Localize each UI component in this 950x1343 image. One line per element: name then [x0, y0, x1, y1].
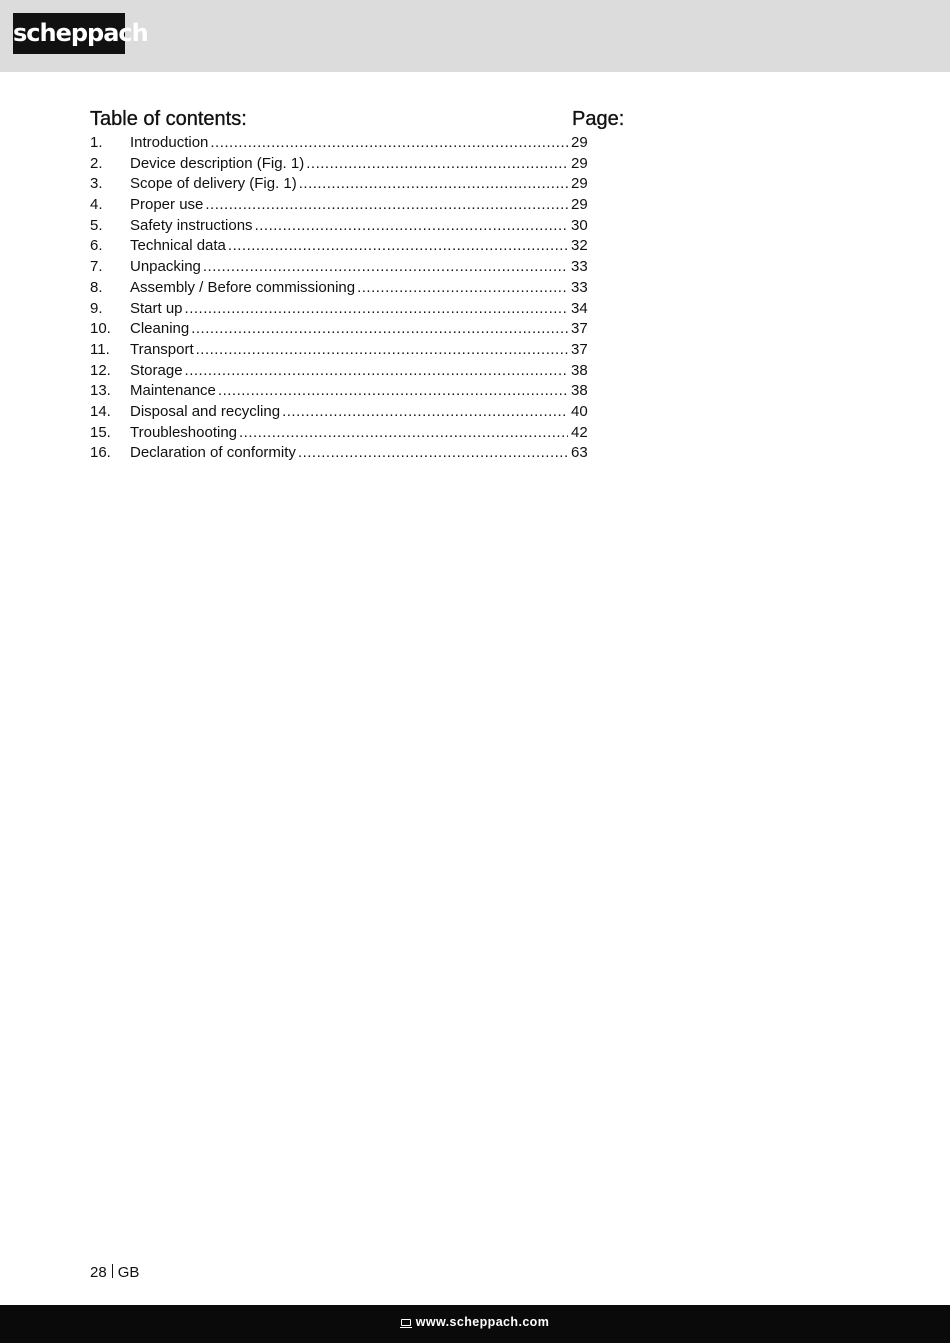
toc-entry-number: 3.: [90, 175, 103, 193]
toc-entry-number: 6.: [90, 237, 103, 255]
toc-entry-page: 40: [571, 402, 588, 420]
toc-entry-label: Storage: [130, 361, 183, 379]
toc-entry[interactable]: [90, 278, 590, 299]
toc-title: Table of contents:: [90, 108, 247, 130]
toc-entry-number: 2.: [90, 154, 103, 172]
toc-entry-page: 38: [571, 361, 588, 379]
toc-entry-number: 14.: [90, 402, 111, 420]
toc-entry-label: Troubleshooting: [130, 423, 238, 441]
toc-dot-leader: [196, 340, 568, 361]
toc-entry[interactable]: [90, 174, 590, 195]
toc-page-heading: Page:: [572, 108, 625, 130]
toc-entry-label: Assembly / Before commissioning: [130, 278, 356, 296]
toc-entry-number: 15.: [90, 423, 111, 441]
toc-entry-page: 37: [571, 340, 588, 358]
laptop-icon: [401, 1319, 411, 1326]
toc-dot-leader: [299, 174, 568, 195]
toc-entry[interactable]: [90, 154, 590, 175]
toc-entry-label: Safety instructions: [130, 216, 253, 234]
toc-entry[interactable]: [90, 381, 590, 402]
toc-dot-leader: [191, 319, 568, 340]
toc-entry-page: 34: [571, 299, 588, 317]
page-footer: [90, 1263, 139, 1283]
toc-entry-label: Proper use: [130, 196, 204, 214]
language-code: GB: [117, 1264, 140, 1281]
toc-entry[interactable]: [90, 361, 590, 382]
scheppach-logo: scheppach: [13, 13, 125, 54]
toc-dot-leader: [185, 299, 568, 320]
toc-entry[interactable]: [90, 340, 590, 361]
toc-entry-label: Introduction: [130, 134, 209, 151]
toc-entry[interactable]: [90, 402, 590, 423]
toc-entry-page: 32: [571, 237, 588, 255]
toc-entry-page: 33: [571, 278, 588, 296]
toc-entry-number: 16.: [90, 444, 111, 462]
toc-entry-number: 10.: [90, 320, 111, 338]
toc-entry-page: 38: [571, 382, 588, 400]
toc-entry-number: 7.: [90, 258, 103, 276]
footer-divider: [112, 1264, 113, 1278]
toc-entry-page: 29: [571, 196, 588, 214]
toc-entry-number: 8.: [90, 278, 103, 296]
toc-entry-label: Transport: [130, 340, 194, 358]
toc-dot-leader: [218, 381, 568, 402]
toc-entry-label: Unpacking: [130, 258, 201, 276]
toc-entry-label: Declaration of conformity: [130, 444, 296, 462]
toc-entry[interactable]: [90, 423, 590, 444]
page-number: 28: [90, 1264, 107, 1281]
toc-entry-page: 42: [571, 423, 588, 441]
toc-entry-number: 9.: [90, 299, 103, 317]
toc-dot-leader: [203, 257, 568, 278]
toc-entry-page: 29: [571, 175, 588, 193]
toc-entry-label: Start up: [130, 299, 183, 317]
toc-entry[interactable]: [90, 443, 590, 464]
toc-entry-label: Device description (Fig. 1): [130, 154, 305, 172]
toc-entry[interactable]: [90, 257, 590, 278]
toc-entry[interactable]: [90, 216, 590, 237]
toc-dot-leader: [228, 236, 568, 257]
toc-entry[interactable]: [90, 299, 590, 320]
toc-entry[interactable]: [90, 195, 590, 216]
toc-entry-number: 4.: [90, 196, 103, 214]
toc-entry-page: 30: [571, 216, 588, 234]
header-band: [0, 0, 950, 72]
bottom-bar: [0, 1305, 950, 1343]
toc-entry-page: 37: [571, 320, 588, 338]
toc-dot-leader: [282, 402, 568, 423]
table-of-contents: [90, 106, 630, 464]
toc-dot-leader: [255, 216, 568, 237]
toc-header: [90, 106, 630, 133]
toc-entry-page: 63: [571, 444, 588, 462]
toc-dot-leader: [205, 195, 568, 216]
website-url[interactable]: www.scheppach.com: [415, 1315, 550, 1329]
toc-entry[interactable]: [90, 319, 590, 340]
toc-entry-number: 5.: [90, 216, 103, 234]
toc-entry-number: 1.: [90, 134, 103, 151]
toc-dot-leader: [306, 154, 568, 175]
toc-entry-number: 12.: [90, 361, 111, 379]
toc-dot-leader: [210, 133, 568, 154]
toc-dot-leader: [298, 443, 568, 464]
toc-dot-leader: [185, 361, 568, 382]
toc-list: [90, 133, 590, 464]
toc-entry-label: Maintenance: [130, 382, 216, 400]
website-link[interactable]: [0, 1315, 950, 1329]
toc-entry[interactable]: [90, 236, 590, 257]
toc-entry-number: 11.: [90, 340, 110, 358]
toc-entry-number: 13.: [90, 382, 111, 400]
toc-entry-page: 29: [571, 134, 588, 151]
toc-entry-page: 33: [571, 258, 588, 276]
toc-entry-page: 29: [571, 154, 588, 172]
toc-entry-label: Cleaning: [130, 320, 190, 338]
toc-entry-label: Scope of delivery (Fig. 1): [130, 175, 297, 193]
toc-dot-leader: [357, 278, 568, 299]
toc-entry[interactable]: [90, 133, 590, 154]
toc-dot-leader: [239, 423, 568, 444]
toc-entry-label: Technical data: [130, 237, 226, 255]
toc-entry-label: Disposal and recycling: [130, 402, 281, 420]
